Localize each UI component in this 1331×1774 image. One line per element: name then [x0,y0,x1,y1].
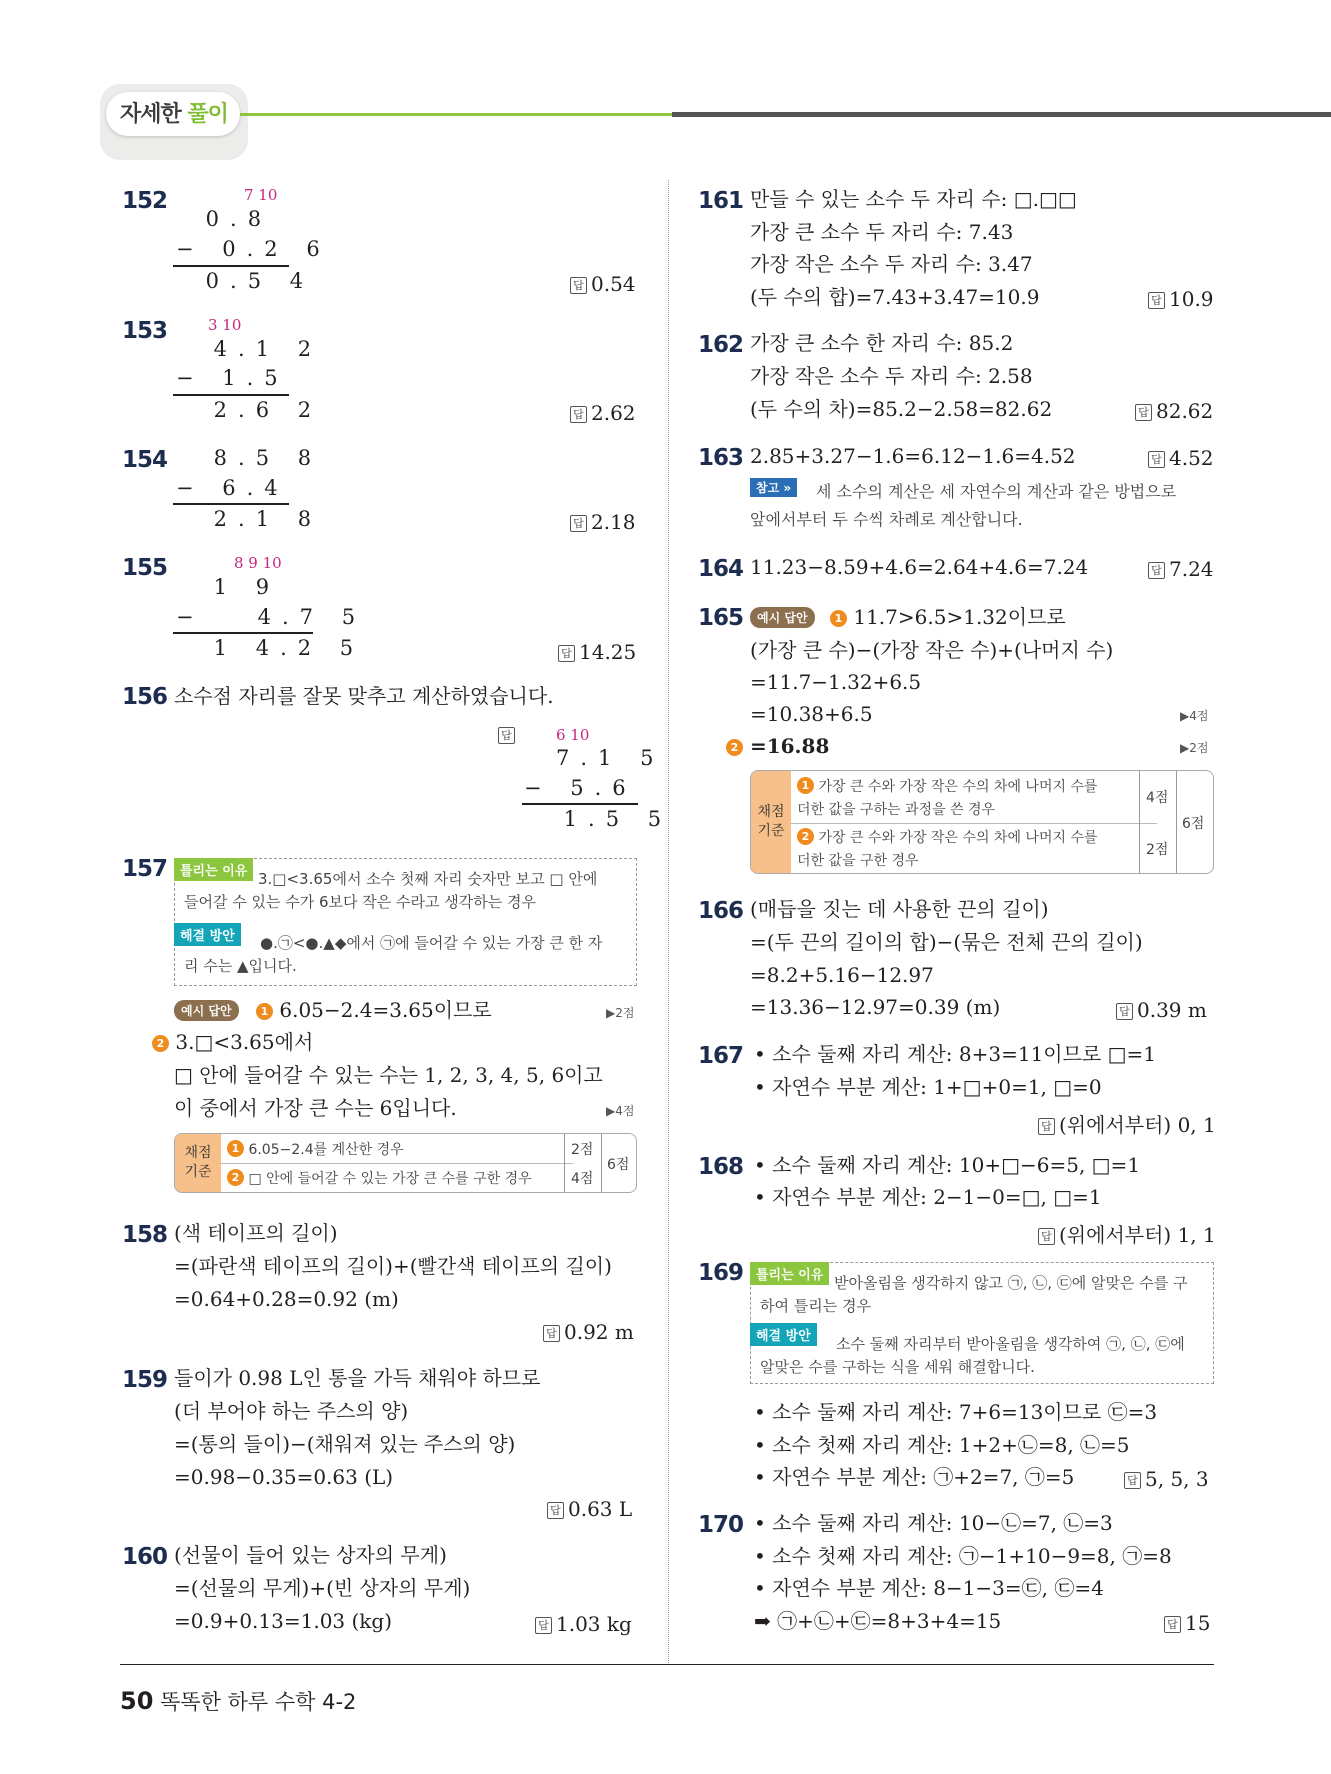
solution-line: =0.9+0.13=1.03 (kg) [174,1609,393,1633]
calc-result: 0.5 4 [188,269,315,293]
answer: 답 15 [1164,1611,1210,1635]
tag-solution: 해결 방안 [174,923,241,946]
calc-row: − 0.2 6 [176,237,331,261]
criteria-total: 6점 [1182,816,1205,832]
solution-line: • 소수 둘째 자리 계산: 8+3=11이므로 □=1 [754,1042,1156,1066]
criteria-points: 2점 [571,1142,594,1158]
page-number: 50 [120,1687,154,1715]
grading-criteria [174,1133,637,1193]
problem-number: 168 [698,1154,744,1180]
solution-line: 들이가 0.98 L인 통을 가득 채워야 하므로 [174,1366,541,1390]
answer: 답 4.52 [1148,446,1214,470]
tip-text: 리 수는 ▲입니다. [184,957,297,975]
answer: 답 0.92 m [543,1320,634,1344]
solution-line: 가장 큰 소수 한 자리 수: 85.2 [750,331,1014,355]
calc-row: − 5.6 [524,776,637,800]
solution-line: 2.85+3.27−1.6=6.12−1.6=4.52 [750,444,1076,468]
step-2-icon: 2 [726,739,743,756]
answer-label: 답 [498,726,519,745]
tip-text: 소수 둘째 자리부터 받아올림을 생각하여 ㉠, ㉡, ㉢에 [836,1335,1185,1353]
header-rule-dark [672,112,1331,117]
points: ▶4점 [1180,709,1209,723]
solution-line: • 자연수 부분 계산: 8−1−3=㉢, ㉢=4 [754,1576,1104,1600]
problem-number: 154 [122,447,168,473]
answer: 답 5, 5, 3 [1124,1467,1209,1491]
solution-line: (더 부어야 하는 주스의 양) [174,1399,409,1423]
solution-line: • 소수 둘째 자리 계산: 7+6=13이므로 ㉢=3 [754,1400,1158,1424]
tip-text: 받아올림을 생각하지 않고 ㉠, ㉡, ㉢에 알맞은 수를 구 [834,1274,1188,1292]
column-divider [668,180,669,1665]
header-rule-green [240,113,672,116]
criteria-item: 2 □ 안에 들어갈 수 있는 가장 큰 수를 구한 경우 [227,1168,532,1188]
answer: 답 0.54 [570,272,636,296]
answer: 답 10.9 [1148,287,1214,311]
solution-line: □ 안에 들어갈 수 있는 수는 1, 2, 3, 4, 5, 6이고 [174,1063,603,1087]
footer-rule [120,1664,1214,1665]
header-logo-text: 자세한 풀이 [120,102,228,127]
problem-number: 167 [698,1043,744,1069]
solution-line: 만들 수 있는 소수 두 자리 수: □.□□ [750,187,1077,211]
answer: 답 0.39 m [1116,998,1207,1022]
solution-line: • 자연수 부분 계산: 2−1−0=□, □=1 [754,1185,1102,1209]
solution-line: 가장 큰 소수 두 자리 수: 7.43 [750,220,1014,244]
solution-line: =(파란색 테이프의 길이)+(빨간색 테이프의 길이) [174,1254,612,1278]
solution-line: (색 테이프의 길이) [174,1221,338,1245]
problem-number: 158 [122,1222,168,1248]
tip-text: 들어갈 수 있는 수가 6보다 작은 수라고 생각하는 경우 [184,893,536,911]
chevron-right-icon: » [783,481,792,495]
criteria-item: 더한 값을 구한 경우 [797,853,919,869]
solution-text: 소수점 자리를 잘못 맞추고 계산하였습니다. [174,684,554,708]
problem-number: 156 [122,684,168,710]
book-title: 똑똑한 하루 수학 4-2 [160,1690,357,1714]
solution-line: 1 6.05−2.4=3.65이므로 [256,994,492,1027]
example-answer-badge: 예시 답안 [174,1000,239,1021]
step-1-icon: 1 [830,610,847,627]
tag-wrong-reason: 틀리는 이유 [174,858,253,881]
solution-line: • 소수 첫째 자리 계산: 1+2+㉡=8, ㉡=5 [754,1433,1130,1457]
calc-result: 1 4.2 5 [196,636,365,660]
calc-result: 1.5 5 [546,807,673,831]
solution-line: =13.36−12.97=0.39 (m) [750,995,1001,1019]
solution-line: • 자연수 부분 계산: ㉠+2=7, ㉠=5 [754,1465,1075,1489]
footer [120,1686,356,1716]
solution-line: =8.2+5.16−12.97 [750,963,934,987]
solution-line: (가장 큰 수)−(가장 작은 수)+(나머지 수) [750,638,1114,662]
criteria-item: 1 6.05−2.4를 계산한 경우 [227,1139,404,1159]
calc-result: 2.6 2 [196,398,323,422]
answer: 답 82.62 [1135,399,1213,423]
solution-line: 11.23−8.59+4.6=2.64+4.6=7.24 [750,555,1089,579]
solution-line: (매듭을 짓는 데 사용한 끈의 길이) [750,897,1049,921]
step-2-icon: 2 [152,1035,169,1052]
calc-row: − 1.5 [176,366,289,390]
tip-text: 하여 틀리는 경우 [760,1297,871,1315]
answer: 답 (위에서부터) 0, 1 [1038,1109,1216,1138]
criteria-label: 채점 기준 [751,771,791,873]
answer: 답 1.03 kg [535,1612,632,1636]
points: ▶2점 [606,1006,635,1020]
solution-line: (두 수의 차)=85.2−2.58=82.62 [750,397,1053,421]
note-text: 앞에서부터 두 수씩 차례로 계산합니다. [750,510,1023,529]
tip-text: 알맞은 수를 구하는 식을 세워 해결합니다. [760,1358,1035,1376]
problem-number: 155 [122,555,168,581]
criteria-points: 4점 [1146,790,1169,806]
answer: 답 14.25 [558,640,636,664]
criteria-points: 2점 [1146,842,1169,858]
tip-text: 3.□<3.65에서 소수 첫째 자리 숫자만 보고 □ 안에 [258,870,598,888]
problem-number: 162 [698,332,744,358]
step-1-icon: 1 [256,1003,273,1020]
solution-line: ➡ ㉠+㉡+㉢=8+3+4=15 [754,1609,1002,1633]
solution-line: =0.98−0.35=0.63 (L) [174,1465,394,1489]
carry-digits: 7 10 [244,186,278,204]
note-tag: 참고 » [750,478,797,497]
solution-line: (선물이 들어 있는 상자의 무게) [174,1543,447,1567]
grading-criteria [750,770,1214,874]
solution-line: • 소수 둘째 자리 계산: 10−㉡=7, ㉡=3 [754,1511,1113,1535]
problem-number: 169 [698,1260,744,1286]
problem-number: 170 [698,1512,744,1538]
solution-line: 2 3.□<3.65에서 [152,1026,313,1059]
solution-line: 이 중에서 가장 큰 수는 6입니다. [174,1096,457,1120]
solution-line: 가장 작은 소수 두 자리 수: 3.47 [750,252,1033,276]
solution-line: =(선물의 무게)+(빈 상자의 무게) [174,1576,471,1600]
carry-digits: 8 9 10 [234,554,282,572]
answer: 답 (위에서부터) 1, 1 [1038,1219,1216,1248]
problem-number: 163 [698,445,744,471]
answer: 답 0.63 L [547,1497,632,1521]
solution-line: (두 수의 합)=7.43+3.47=10.9 [750,285,1040,309]
solution-line: =(두 끈의 길이의 합)−(묶은 전체 끈의 길이) [750,930,1143,954]
points: ▶2점 [1180,741,1209,755]
problem-number: 152 [122,188,168,214]
criteria-label: 채점 기준 [175,1134,221,1192]
solution-line: • 소수 둘째 자리 계산: 10+□−6=5, □=1 [754,1153,1141,1177]
calc-row: 4.1 2 [196,337,323,361]
criteria-item: 2 가장 큰 수와 가장 작은 수의 차에 나머지 수를 [797,827,1098,847]
tag-solution: 해결 방안 [750,1323,817,1346]
points: ▶4점 [606,1104,635,1118]
problem-number: 160 [122,1544,168,1570]
calc-row: − 4.7 5 [176,605,367,629]
tip-text: ●.㉠<●.▲◆에서 ㉠에 들어갈 수 있는 가장 큰 한 자 [260,934,603,952]
criteria-item: 1 가장 큰 수와 가장 작은 수의 차에 나머지 수를 [797,776,1098,796]
note-text: 세 소수의 계산은 세 자연수의 계산과 같은 방법으로 [816,482,1177,501]
calc-result: 2.1 8 [196,507,323,531]
calc-row: 7.1 5 [556,746,665,770]
problem-number: 159 [122,1367,168,1393]
solution-line: 가장 작은 소수 두 자리 수: 2.58 [750,364,1033,388]
carry-digits: 6 10 [556,726,590,744]
problem-number: 166 [698,898,744,924]
criteria-total: 6점 [607,1157,630,1173]
answer: 답 7.24 [1148,557,1214,581]
problem-number: 153 [122,318,168,344]
solution-line: 2 =16.88 [726,730,829,763]
solution-line: =0.64+0.28=0.92 (m) [174,1287,399,1311]
problem-number: 161 [698,188,744,214]
criteria-item: 더한 값을 구하는 과정을 쓴 경우 [797,802,996,818]
solution-line: =(통의 들이)−(채워져 있는 주스의 양) [174,1432,516,1456]
problem-number: 165 [698,605,744,631]
problem-number: 164 [698,556,744,582]
calc-row: 1 9 [196,575,281,599]
calc-row: − 6.4 [176,476,289,500]
calc-row: 0.8 [188,207,273,231]
solution-line: =11.7−1.32+6.5 [750,670,922,694]
solution-line: • 자연수 부분 계산: 1+□+0=1, □=0 [754,1075,1102,1099]
solution-line: • 소수 첫째 자리 계산: ㉠−1+10−9=8, ㉠=8 [754,1544,1172,1568]
carry-digits: 3 10 [208,316,242,334]
answer: 답 2.62 [570,401,636,425]
solution-line: 1 11.7>6.5>1.32이므로 [830,601,1066,634]
criteria-points: 4점 [571,1171,594,1187]
solution-line: =10.38+6.5 [750,702,873,726]
calc-row: 8.5 8 [196,446,323,470]
problem-number: 157 [122,856,168,882]
answer: 답 2.18 [570,510,636,534]
tag-wrong-reason: 틀리는 이유 [750,1262,829,1285]
example-answer-badge: 예시 답안 [750,607,815,628]
